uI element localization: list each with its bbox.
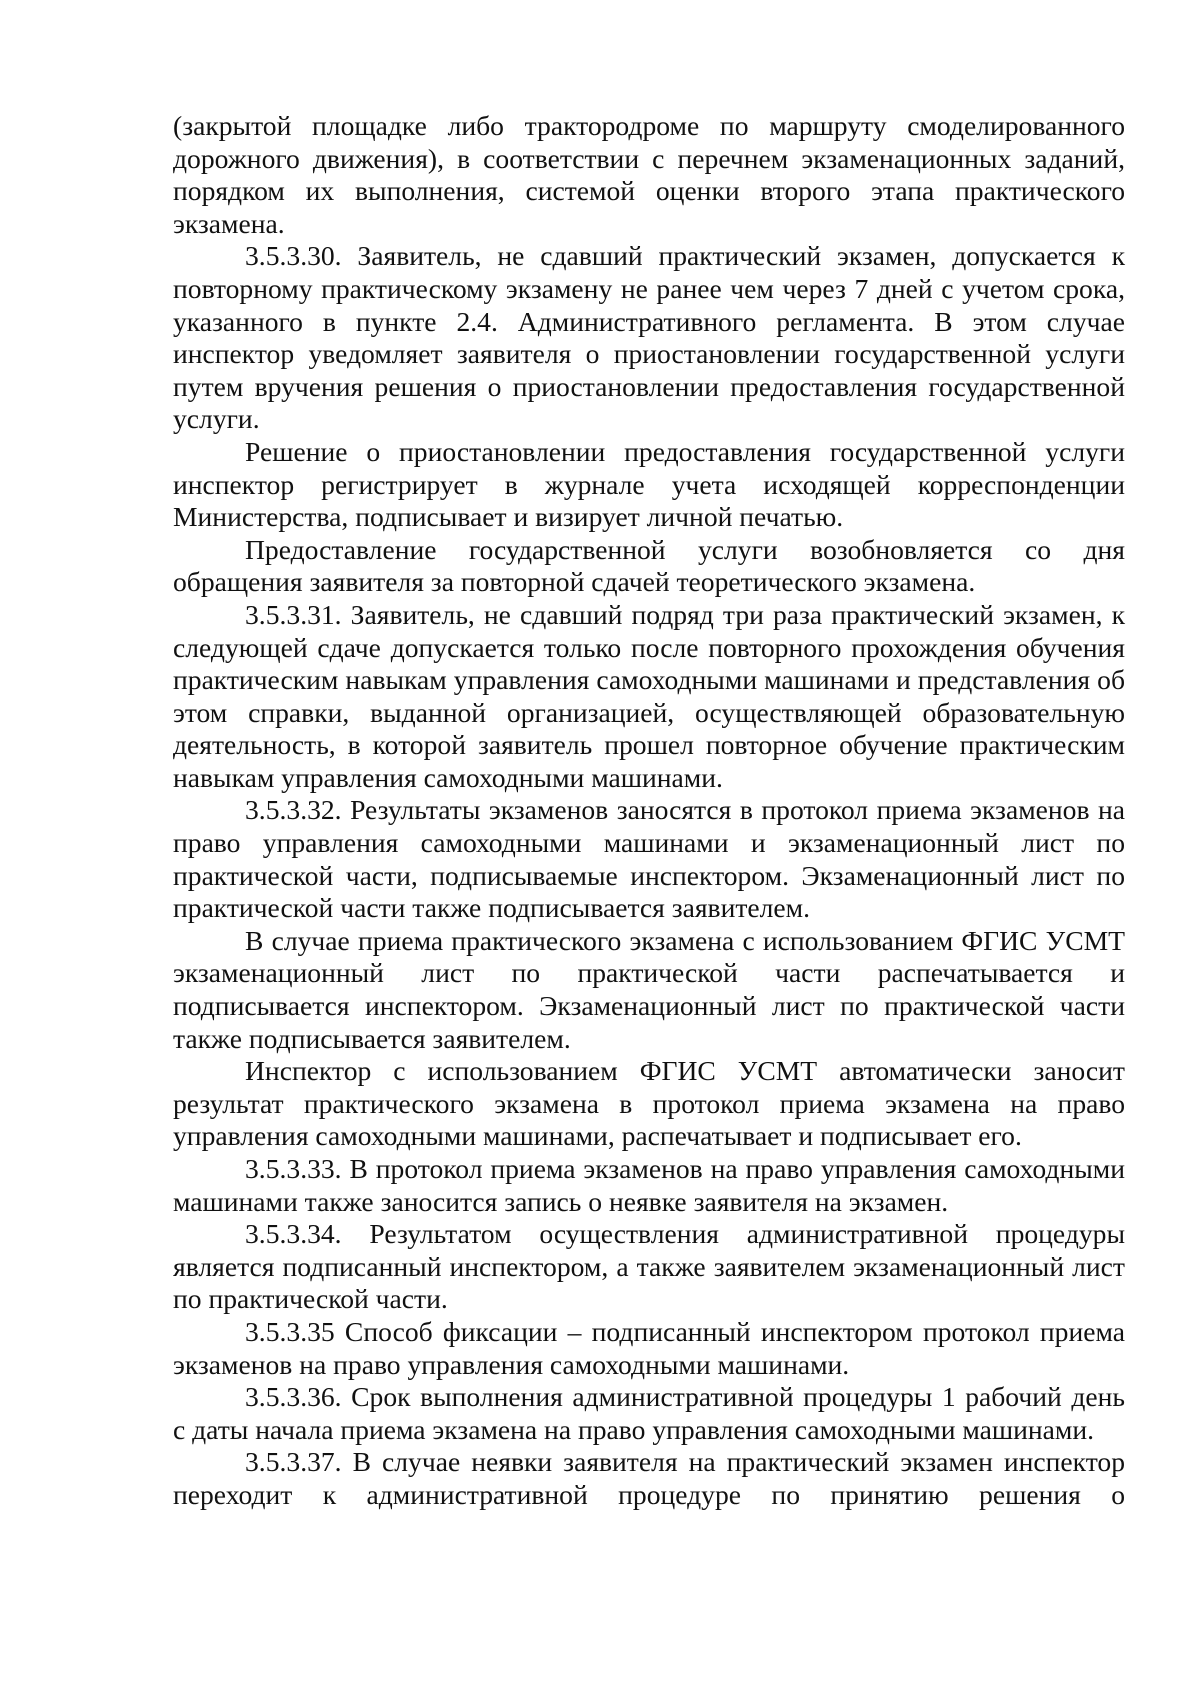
paragraph-3-5-3-33: 3.5.3.33. В протокол приема экзаменов на право управления самоходными машинами также заносится запись о неявке заявителя на экзамен. [173,1153,1125,1217]
paragraph-exam-continuation: (закрытой площадке либо трактородроме по маршруту смоделированного дорожного движения), в соответствии с перечнем экзаменационных заданий, порядком их выполнения, системой оценки второго этапа практического экзамена. [173,110,1125,239]
document-body [173,110,1125,1512]
paragraph-3-5-3-32: 3.5.3.32. Результаты экзаменов заносятся в протокол приема экзаменов на право управления самоходными машинами и экзаменационный лист по практической части, подписываемые инспектором. Экзаменационный лист по практической части также подписывается заявителем. [173,794,1125,924]
paragraph-fgis-exam-sheet: В случае приема практического экзамена с использованием ФГИС УСМТ экзаменационный лист по практической части распечатывается и подписывается инспектором. Экзаменационный лист по практической части также подписывается заявителем. [173,924,1125,1054]
paragraph-3-5-3-36: 3.5.3.36. Срок выполнения административной процедуры 1 рабочий день с даты начала приема экзамена на право управления самоходными машинами. [173,1381,1125,1445]
paragraph-service-resumption: Предоставление государственной услуги возобновляется со дня обращения заявителя за повторной сдачей теоретического экзамена. [173,533,1125,598]
paragraph-3-5-3-34: 3.5.3.34. Результатом осуществления административной процедуры является подписанный инспектором, а также заявителем экзаменационный лист по практической части. [173,1218,1125,1315]
paragraph-3-5-3-35: 3.5.3.35 Способ фиксации – подписанный инспектором протокол приема экзаменов на право управления самоходными машинами. [173,1315,1125,1380]
paragraph-3-5-3-37: 3.5.3.37. В случае неявки заявителя на практический экзамен инспектор переходит к административной процедуре по принятию решения о [173,1446,1125,1510]
paragraph-suspension-decision: Решение о приостановлении предоставления государственной услуги инспектор регистрирует в журнале учета исходящей корреспонденции Министерства, подписывает и визирует личной печатью. [173,435,1125,533]
paragraph-fgis-protocol: Инспектор с использованием ФГИС УСМТ автоматически заносит результат практического экзамена в протокол приема экзамена на право управления самоходными машинами, распечатывает и подписывает его. [173,1055,1125,1152]
paragraph-3-5-3-30: 3.5.3.30. Заявитель, не сдавший практический экзамен, допускается к повторному практическому экзамену не ранее чем через 7 дней с учетом срока, указанного в пункте 2.4. Административного регламента. В этом случае инспектор уведомляет заявителя о приостановлении государственной услуги путем вручения решения о приостановлении предоставления государственной услуги. [173,240,1125,435]
paragraph-3-5-3-31: 3.5.3.31. Заявитель, не сдавший подряд три раза практический экзамен, к следующей сдаче допускается только после повторного прохождения обучения практическим навыкам управления самоходными машинами и представления об этом справки, выданной организацией, осуществляющей образовательную деятельность, в которой заявитель прошел повторное обучение практическим навыкам управления самоходными машинами. [173,598,1125,793]
